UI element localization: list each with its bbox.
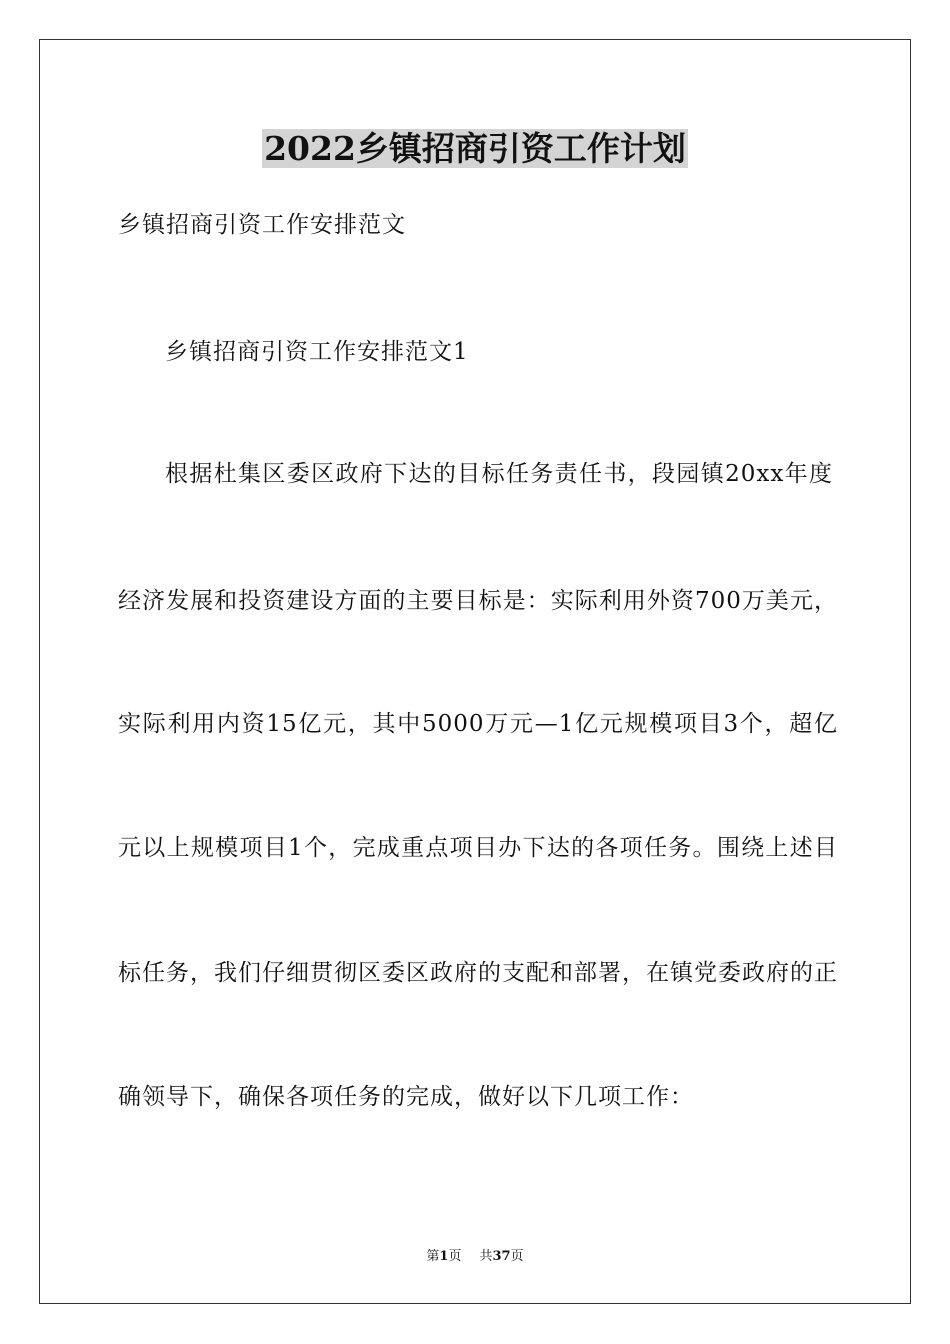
document-title-text: 2022乡镇招商引资工作计划 [264, 129, 686, 168]
paragraph-line-4: 元以上规模项目1个，完成重点项目办下达的各项任务。围绕上述目 [118, 835, 838, 861]
paragraph-line-6: 确领导下，确保各项任务的完成，做好以下几项工作： [118, 1084, 694, 1110]
footer-page-unit: 页 [448, 1249, 462, 1264]
paragraph-line-1: 根据杜集区委区政府下达的目标任务责任书，段园镇20xx年度 [165, 461, 833, 487]
paragraph-line-5: 标任务，我们仔细贯彻区委区政府的支配和部署，在镇党委政府的正 [118, 960, 838, 986]
footer-total-unit: 页 [510, 1249, 524, 1264]
page-footer [0, 1248, 950, 1266]
document-subtitle: 乡镇招商引资工作安排范文 [118, 212, 406, 238]
paragraph-line-2: 经济发展和投资建设方面的主要目标是：实际利用外资700万美元， [118, 588, 838, 614]
footer-page-current: 1 [439, 1249, 449, 1264]
document-title [0, 127, 950, 171]
section-heading: 乡镇招商引资工作安排范文1 [165, 339, 469, 365]
paragraph-line-3: 实际利用内资15亿元，其中5000万元—1亿元规模项目3个，超亿 [118, 711, 838, 737]
footer-total-pages: 37 [492, 1249, 511, 1264]
footer-total-prefix: 共 [479, 1249, 493, 1264]
footer-page-prefix: 第 [426, 1249, 440, 1264]
